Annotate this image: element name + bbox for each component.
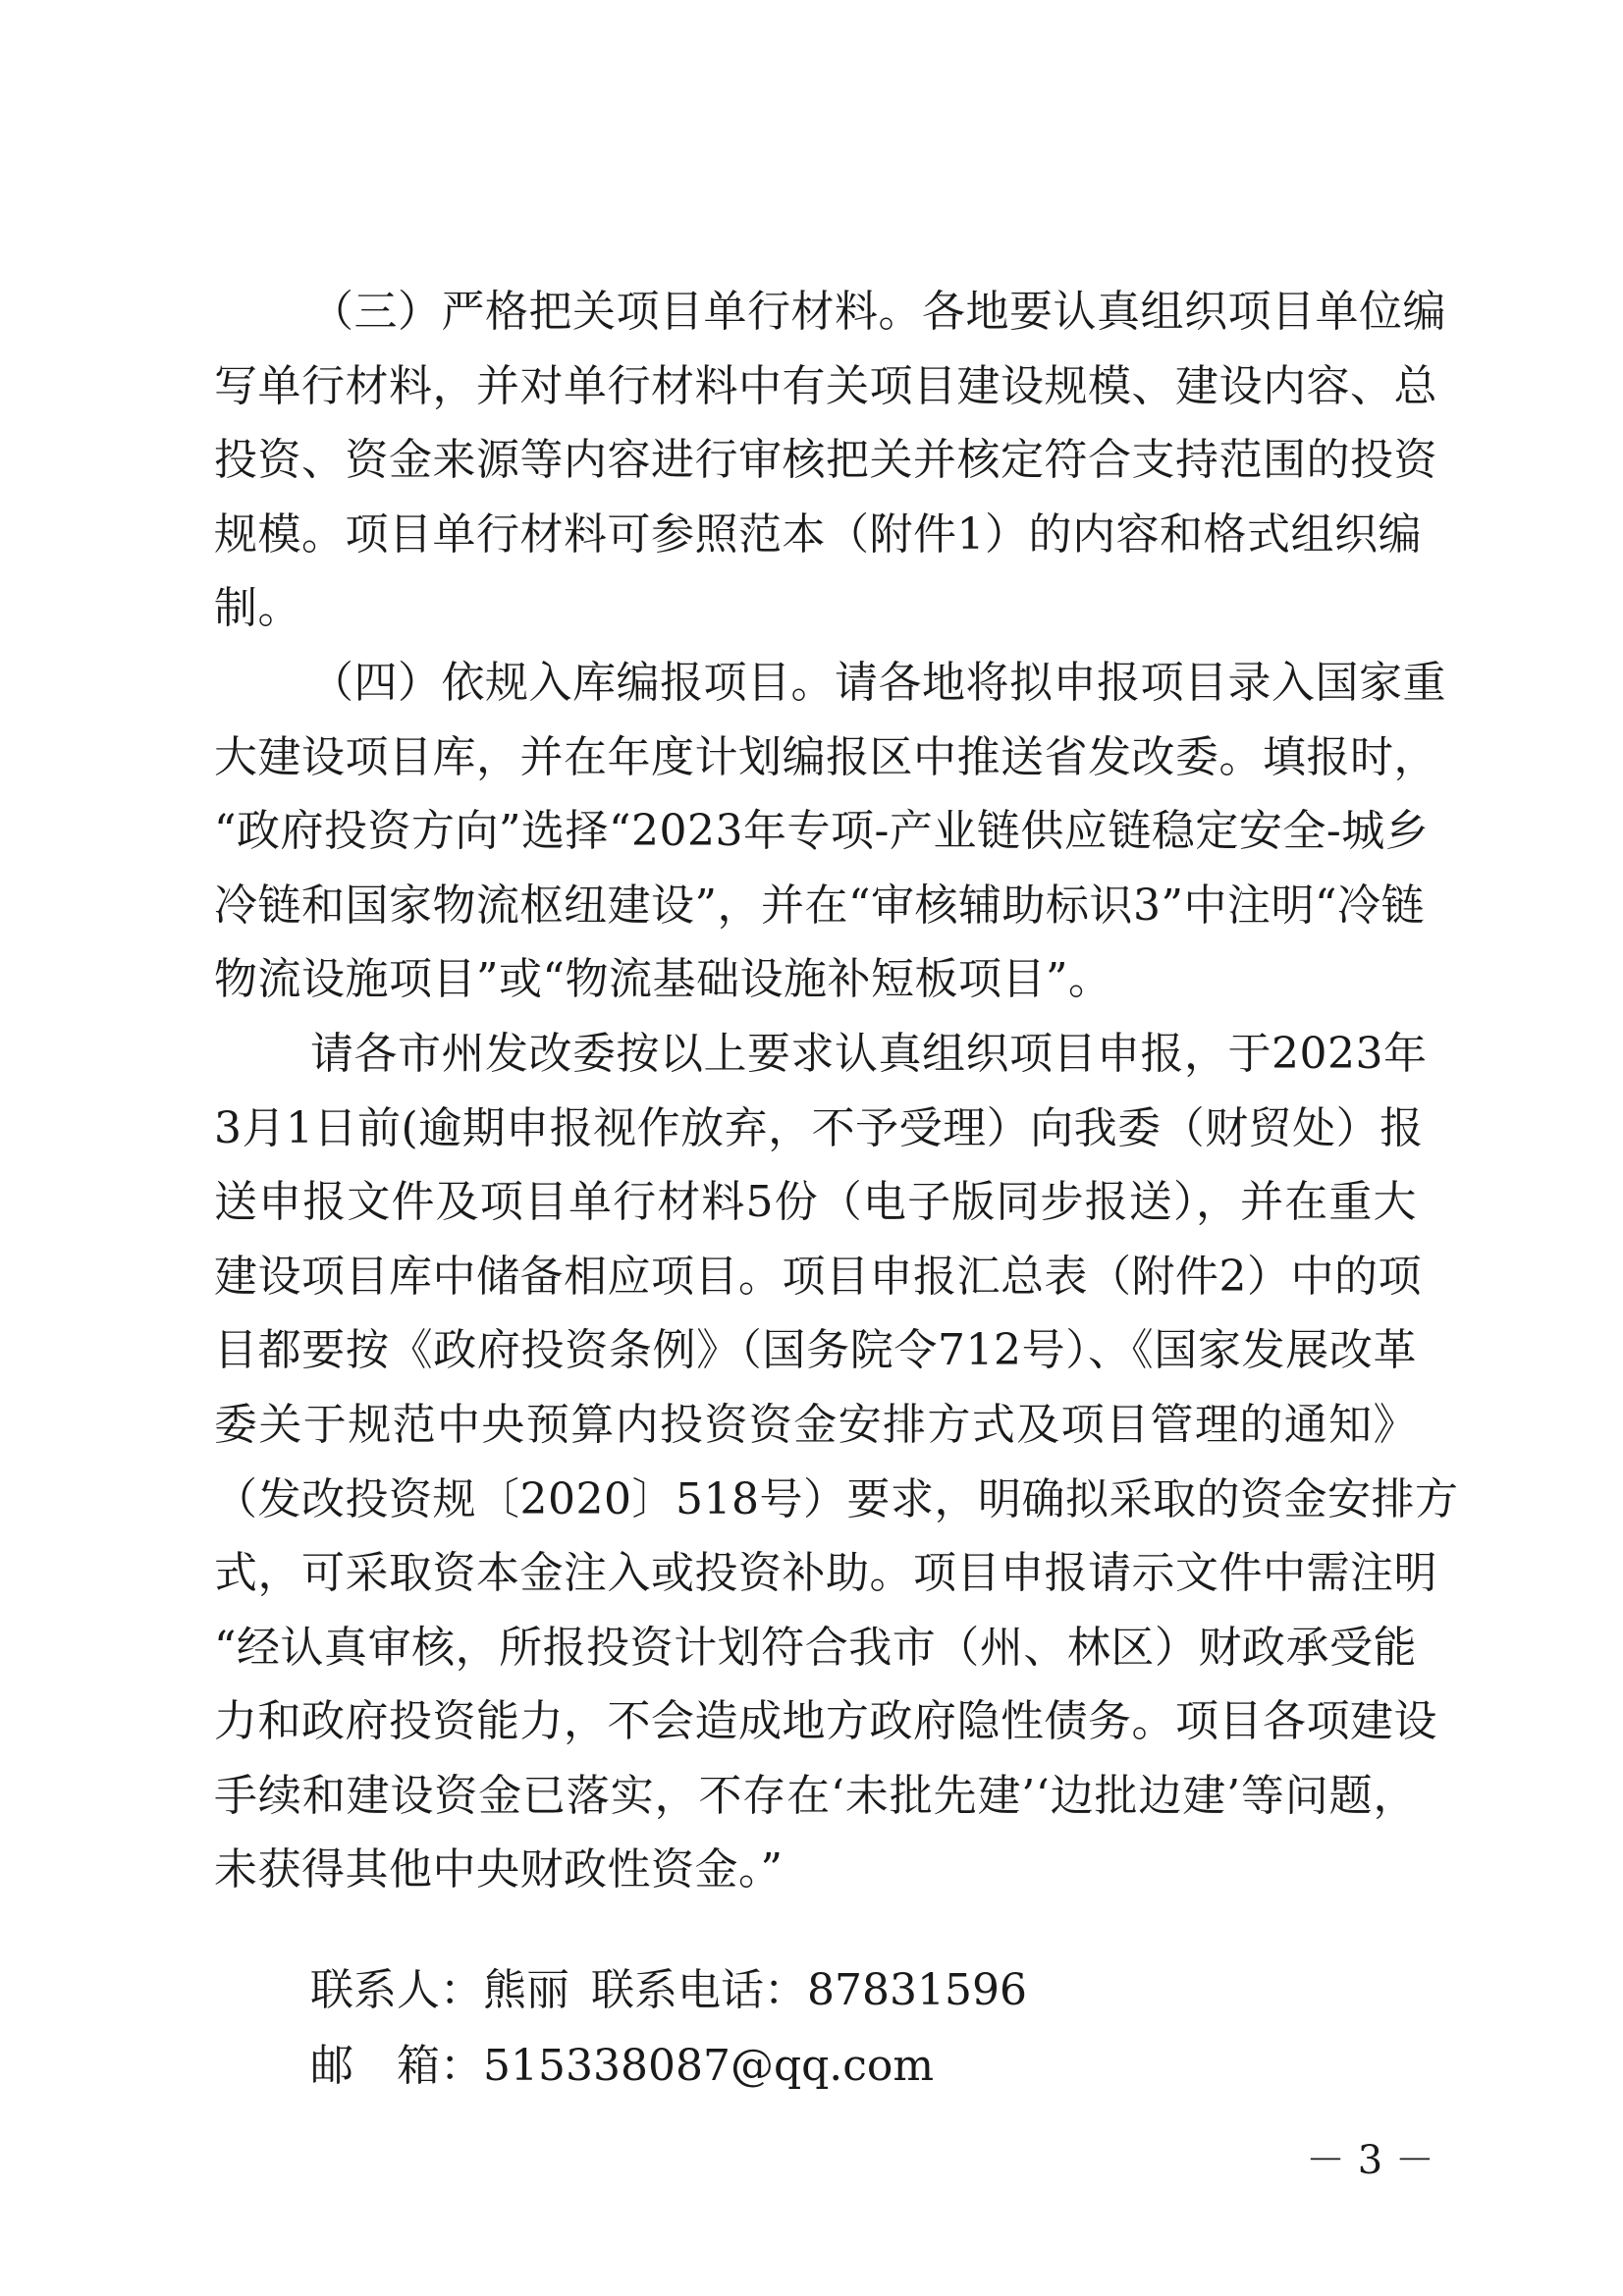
paragraph-line: 力和政府投资能力，不会造成地方政府隐性债务。项目各项建设	[214, 1696, 1437, 1747]
paragraph-line: 写单行材料，并对单行材料中有关项目建设规模、建设内容、总	[214, 360, 1437, 411]
paragraph-line: 制。	[214, 583, 301, 634]
paragraph-line: 大建设项目库，并在年度计划编报区中推送省发改委。填报时，	[214, 731, 1437, 782]
paragraph-line: “经认真审核，所报投资计划符合我市（州、林区）财政承受能	[214, 1622, 1417, 1673]
paragraph-line: 冷链和国家物流枢纽建设”，并在“审核辅助标识3”中注明“冷链	[214, 880, 1425, 931]
paragraph-line: 委关于规范中央预算内投资资金安排方式及项目管理的通知》	[214, 1399, 1417, 1450]
paragraph-line: 请各市州发改委按以上要求认真组织项目申报，于2023年	[310, 1028, 1428, 1079]
contact-email-label: 邮 箱：	[310, 2041, 483, 2091]
page-number: － 3 －	[1306, 2138, 1434, 2183]
paragraph-line: （三）严格把关项目单行材料。各地要认真组织项目单位编	[310, 287, 1446, 337]
paragraph-line: （发改投资规〔2020〕518号）要求，明确拟采取的资金安排方	[214, 1473, 1459, 1524]
contact-phone-label: 联系电话：	[591, 1965, 807, 2015]
paragraph-line: 目都要按《政府投资条例》（国务院令712号）、《国家发展改革	[214, 1325, 1417, 1376]
paragraph-line: 物流设施项目”或“物流基础设施补短板项目”。	[214, 954, 1112, 1005]
paragraph-line: 式，可采取资本金注入或投资补助。项目申报请示文件中需注明	[214, 1548, 1437, 1599]
body-text	[214, 275, 1459, 1907]
contact-email: 515338087@qq.com	[483, 2041, 935, 2091]
contact-email-row	[310, 2037, 934, 2096]
paragraph-line: 手续和建设资金已落实，不存在‘未批先建’‘边批边建’等问题，	[214, 1770, 1417, 1821]
paragraph-line: 未获得其他中央财政性资金。”	[214, 1844, 784, 1896]
contact-person-name: 熊丽	[483, 1965, 569, 2015]
paragraph-line: 投资、资金来源等内容进行审核把关并核定符合支持范围的投资	[214, 435, 1437, 486]
paragraph-line: 3月1日前(逾期申报视作放弃，不予受理）向我委（财贸处）报	[214, 1102, 1424, 1153]
paragraph-line: 规模。项目单行材料可参照范本（附件1）的内容和格式组织编	[214, 508, 1422, 560]
contact-person-label: 联系人：	[310, 1965, 483, 2015]
paragraph-line: （四）依规入库编报项目。请各地将拟申报项目录入国家重	[310, 657, 1446, 708]
paragraph-line: “政府投资方向”选择“2023年专项-产业链供应链稳定安全-城乡	[214, 806, 1430, 857]
contact-person-row	[310, 1961, 1027, 2020]
contact-phone: 87831596	[807, 1965, 1027, 2015]
paragraph-line: 建设项目库中储备相应项目。项目申报汇总表（附件2）中的项	[214, 1251, 1422, 1302]
paragraph-line: 送申报文件及项目单行材料5份（电子版同步报送），并在重大	[214, 1177, 1417, 1228]
